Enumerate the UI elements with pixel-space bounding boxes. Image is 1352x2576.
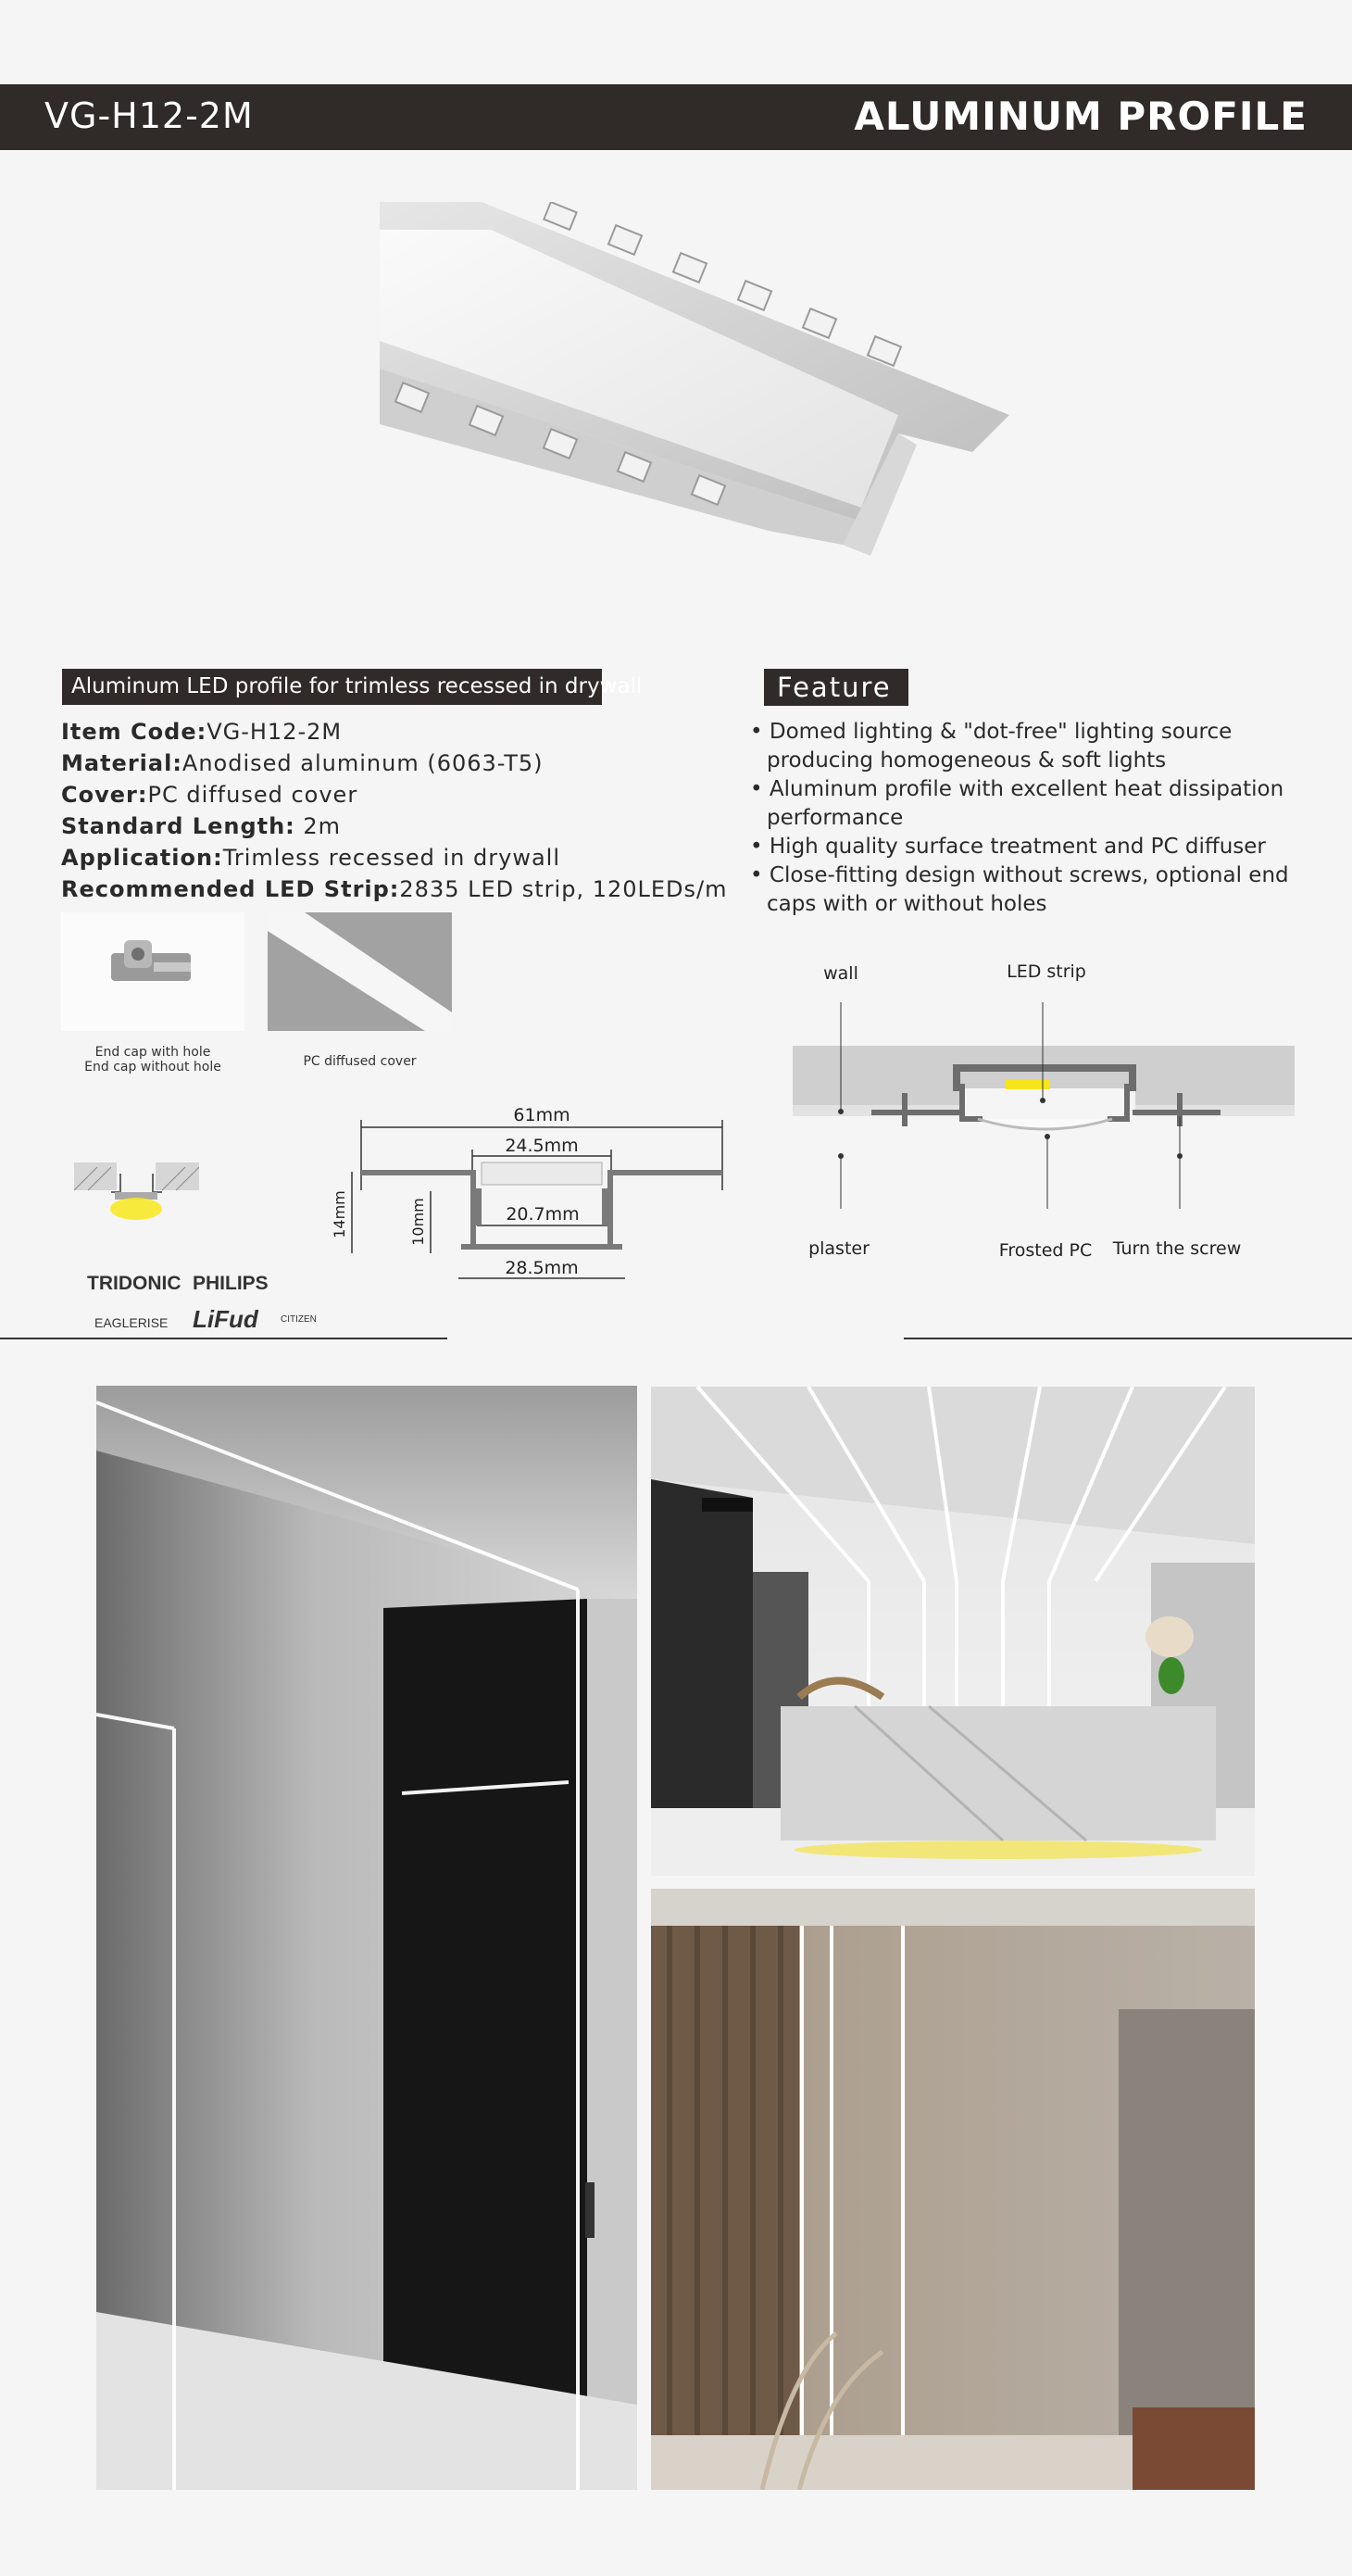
recessed-install-icon: [74, 1162, 199, 1237]
logo-citizen: CITIZEN: [281, 1314, 317, 1325]
feature-item: • High quality surface treatment and PC diffuser: [750, 835, 1266, 859]
feature-label: [764, 669, 908, 706]
spec-item-code: Item Code:VG-H12-2M: [61, 719, 343, 745]
end-cap-caption: End cap with hole End cap without hole: [84, 1045, 221, 1074]
spec-led-strip: Recommended LED Strip:2835 LED strip, 120LEDs/m: [61, 876, 728, 902]
page-title: ALUMINUM PROFILE: [854, 94, 1308, 139]
logo-tridonic: TRIDONIC: [87, 1273, 182, 1294]
logo-lifud: LiFud: [193, 1305, 258, 1333]
end-cap-image: [61, 912, 244, 1031]
photo-living-room: [651, 1889, 1255, 2490]
spec-length: Standard Length: 2m: [61, 813, 342, 839]
photo-reception-hall: [651, 1387, 1255, 1876]
feature-label-text: Feature: [777, 672, 892, 703]
label-wall: wall: [823, 963, 858, 984]
brand-logos: [83, 1267, 333, 1334]
pc-cover-caption: PC diffused cover: [303, 1054, 417, 1069]
header-bar: [0, 84, 1352, 150]
dim-top-inner: 24.5mm: [505, 1136, 579, 1156]
product-hero-image: [380, 202, 1009, 637]
dim-height: 14mm: [331, 1190, 348, 1238]
logo-philips: PHILIPS: [193, 1273, 269, 1294]
logo-eaglerise: EAGLERISE: [94, 1315, 169, 1330]
pc-cover-image: [268, 912, 452, 1031]
dim-overall: 61mm: [513, 1105, 570, 1125]
dim-inner: 20.7mm: [506, 1204, 580, 1225]
intro-label: [62, 669, 643, 705]
feature-list: [750, 718, 1306, 919]
divider-left: [0, 1338, 447, 1339]
photo-elevator-corridor: [96, 1386, 637, 2490]
feature-item: • Close-fitting design without screws, optional end caps with or without holes: [750, 863, 1289, 916]
intro-label-text: Aluminum LED profile for trimless recessed in drywall: [71, 674, 643, 698]
spec-application: Application:Trimless recessed in drywall: [61, 845, 560, 871]
label-frosted-pc: Frosted PC: [998, 1240, 1093, 1261]
installation-diagram: [793, 954, 1297, 1274]
spec-material: Material:Anodised aluminum (6063-T5): [61, 750, 544, 776]
divider-right: [904, 1338, 1352, 1339]
spec-list: [61, 719, 728, 908]
dim-inner-height: 10mm: [409, 1198, 427, 1246]
label-plaster: plaster: [808, 1238, 870, 1259]
feature-item: • Aluminum profile with excellent heat dissipation performance: [750, 777, 1284, 830]
product-code: VG-H12-2M: [44, 95, 254, 136]
dim-bottom: 28.5mm: [505, 1258, 579, 1278]
feature-item: • Domed lighting & "dot-free" lighting source producing homogeneous & soft lights: [750, 720, 1233, 773]
spec-cover: Cover:PC diffused cover: [61, 782, 358, 808]
label-led-strip: LED strip: [1007, 961, 1086, 982]
dimension-drawing: [324, 1098, 741, 1283]
label-screw: Turn the screw: [1112, 1238, 1242, 1259]
